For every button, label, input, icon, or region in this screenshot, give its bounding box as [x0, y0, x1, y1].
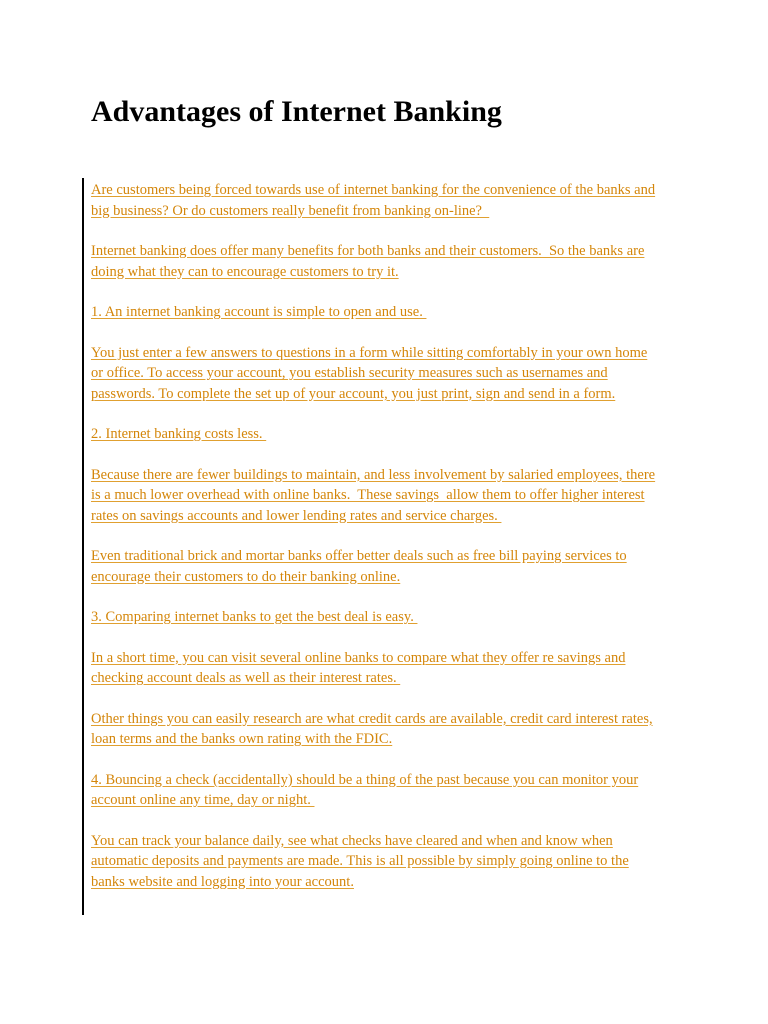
text-line: doing what they can to encourage customers to try it. [91, 263, 399, 280]
point-1-detail[interactable] [91, 343, 691, 405]
text-line: 1. An internet banking account is simple to open and use. [91, 304, 427, 320]
text-line: Are customers being forced towards use of internet banking for the convenience of the banks and [91, 182, 656, 198]
page-title: Advantages of Internet Banking [91, 95, 502, 128]
paragraph-intro-question[interactable] [91, 180, 691, 221]
text-line: encourage their customers to do their banking online. [91, 568, 401, 585]
text-line: 4. Bouncing a check (accidentally) should be a thing of the past because you can monitor your [91, 771, 639, 788]
point-4-heading[interactable] [91, 770, 691, 811]
text-line: big business? Or do customers really benefit from banking on-line? [91, 202, 490, 219]
point-4-detail[interactable] [91, 831, 691, 893]
text-line: or office. To access your account, you establish security measures such as usernames and [91, 365, 608, 381]
text-line: Internet banking does offer many benefits for both banks and their customers. So the banks are [91, 243, 645, 259]
text-line: rates on savings accounts and lower lending rates and service charges. [91, 507, 502, 524]
text-line: passwords. To complete the set up of your account, you just print, sign and send in a form. [91, 385, 616, 402]
text-line: You just enter a few answers to questions in a form while sitting comfortably in your own home [91, 344, 648, 361]
point-3-heading[interactable] [91, 607, 691, 628]
text-line: banks website and logging into your account. [91, 873, 354, 890]
text-line: Because there are fewer buildings to maintain, and less involvement by salaried employees, there [91, 466, 656, 483]
text-line: automatic deposits and payments are made. This is all possible by simply going online to the [91, 853, 629, 869]
point-3-detail[interactable] [91, 648, 691, 689]
text-line: Even traditional brick and mortar banks offer better deals such as free bill paying services to [91, 548, 627, 564]
text-line: 3. Comparing internet banks to get the best deal is easy. [91, 609, 418, 625]
text-line: You can track your balance daily, see what checks have cleared and when and know when [91, 832, 613, 849]
point-2-heading[interactable] [91, 424, 691, 445]
text-line: Other things you can easily research are what credit cards are available, credit card interest rates, [91, 710, 653, 727]
text-line: is a much lower overhead with online banks. These savings allow them to offer higher interest [91, 487, 645, 503]
text-line: account online any time, day or night. [91, 792, 315, 808]
text-line: loan terms and the banks own rating with the FDIC. [91, 731, 393, 747]
document-body [91, 180, 691, 912]
paragraph-intro-benefits[interactable] [91, 241, 691, 282]
point-1-heading[interactable] [91, 302, 691, 323]
point-2-detail[interactable] [91, 465, 691, 527]
text-line: In a short time, you can visit several online banks to compare what they offer re savings and [91, 649, 626, 666]
text-line: 2. Internet banking costs less. [91, 426, 267, 442]
point-3-extra[interactable] [91, 709, 691, 750]
point-2-extra[interactable] [91, 546, 691, 587]
revision-change-bar [82, 178, 84, 915]
text-line: checking account deals as well as their interest rates. [91, 670, 401, 686]
